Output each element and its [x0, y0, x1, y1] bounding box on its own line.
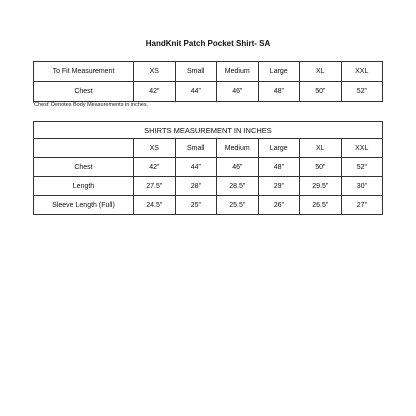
- row-label-cell: Chest: [34, 158, 134, 177]
- value-cell: 42”: [134, 158, 176, 177]
- value-cell: 26.5”: [300, 196, 342, 215]
- table-row: [34, 196, 383, 215]
- size-header-cell: Medium: [217, 62, 259, 82]
- table-row: [34, 158, 383, 177]
- table-header-row: [34, 62, 383, 82]
- value-cell: 28.5”: [217, 177, 259, 196]
- value-cell: 29.5”: [300, 177, 342, 196]
- table-header-row: [34, 139, 383, 158]
- value-cell: 25.5”: [217, 196, 259, 215]
- table-caption-row: [34, 122, 383, 139]
- header-empty-cell: [34, 139, 134, 158]
- size-header-cell: Medium: [217, 139, 259, 158]
- size-header-cell: XXL: [341, 139, 383, 158]
- value-cell: 24.5”: [134, 196, 176, 215]
- footnote: 'Chest' Denotes Body Measurements in inches.: [33, 102, 149, 108]
- value-cell: 48”: [258, 158, 300, 177]
- header-label-cell: To Fit Measurement: [34, 62, 134, 82]
- value-cell: 42”: [134, 82, 176, 102]
- table-row: [34, 177, 383, 196]
- value-cell: 30”: [341, 177, 383, 196]
- fit-measurement-table: [33, 61, 383, 102]
- value-cell: 50”: [300, 158, 342, 177]
- size-header-cell: XS: [134, 62, 176, 82]
- value-cell: 27”: [341, 196, 383, 215]
- value-cell: 52”: [341, 158, 383, 177]
- table-row: [34, 82, 383, 102]
- value-cell: 27.5”: [134, 177, 176, 196]
- value-cell: 29”: [258, 177, 300, 196]
- size-header-cell: Small: [175, 139, 217, 158]
- size-header-cell: XS: [134, 139, 176, 158]
- row-label-cell: Chest: [34, 82, 134, 102]
- table-caption: SHIRTS MEASUREMENT IN INCHES: [34, 122, 383, 139]
- value-cell: 46”: [217, 158, 259, 177]
- value-cell: 28”: [175, 177, 217, 196]
- shirt-measurement-table: [33, 121, 383, 215]
- size-header-cell: XL: [300, 62, 342, 82]
- page-title: HandKnit Patch Pocket Shirt- SA: [145, 39, 271, 48]
- row-label-cell: Sleeve Length (Full): [34, 196, 134, 215]
- value-cell: 25”: [175, 196, 217, 215]
- row-label-cell: Length: [34, 177, 134, 196]
- value-cell: 26”: [258, 196, 300, 215]
- size-header-cell: XL: [300, 139, 342, 158]
- value-cell: 44”: [175, 82, 217, 102]
- value-cell: 52”: [341, 82, 383, 102]
- size-header-cell: XXL: [341, 62, 383, 82]
- value-cell: 48”: [258, 82, 300, 102]
- value-cell: 44”: [175, 158, 217, 177]
- value-cell: 46”: [217, 82, 259, 102]
- size-header-cell: Small: [175, 62, 217, 82]
- size-header-cell: Large: [258, 139, 300, 158]
- size-header-cell: Large: [258, 62, 300, 82]
- value-cell: 50”: [300, 82, 342, 102]
